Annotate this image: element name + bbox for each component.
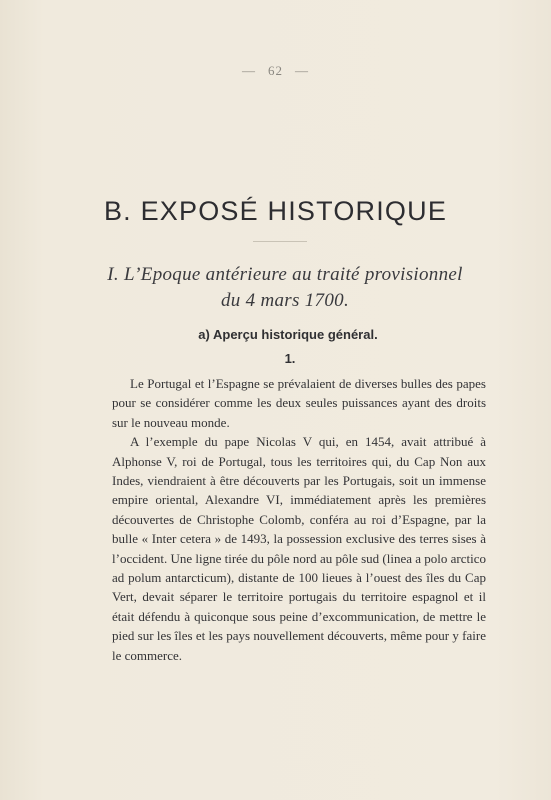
body-text [112, 374, 486, 665]
section-title: B. EXPOSÉ HISTORIQUE [103, 196, 448, 226]
page-number-dash-right: — [295, 63, 309, 78]
paragraph-number: 1. [284, 351, 296, 366]
page-number-value: 62 [268, 63, 283, 78]
chapter-heading-line-1: I. L’Epoque antérieure au traité provisionnel [107, 264, 463, 285]
paragraph: Le Portugal et l’Espagne se prévalaient de diverses bulles des papes pour se considérer comme les deux seules puissances ayant des droits sur le nouveau monde. [112, 376, 486, 430]
title-divider [253, 241, 307, 242]
paragraph: A l’exemple du pape Nicolas V qui, en 1454, avait attribué à Alphonse V, roi de Portugal, tous les territoires qui, du Cap Non aux Indes, viendraient à être découverts par les Portugais, soit un immense empire oriental, Alexandre VI, immédiatement après les premières découvertes de Christophe Colomb, conféra au roi d’Espagne, par la bulle « Inter cetera » de 1493, la possession exclusive des terres sises à l’occident. Une ligne tirée du pôle nord au pôle sud (linea a polo arctico ad polum antarcticum), distante de 100 lieues à l’ouest des îles du Cap Vert, devait séparer le territoire portugais du territoire espagnol et il était défendu à quiconque sous peine d’excommunication, de mettre le pied sur les îles et les pays nouvellement découverts, même pour y faire le commerce. [112, 434, 486, 663]
subsection-heading: a) Aperçu historique général. [198, 327, 378, 342]
page-number [0, 63, 551, 79]
chapter-heading [100, 262, 470, 314]
page-number-dash-left: — [242, 63, 256, 78]
chapter-heading-line-2: du 4 mars 1700. [220, 290, 349, 311]
